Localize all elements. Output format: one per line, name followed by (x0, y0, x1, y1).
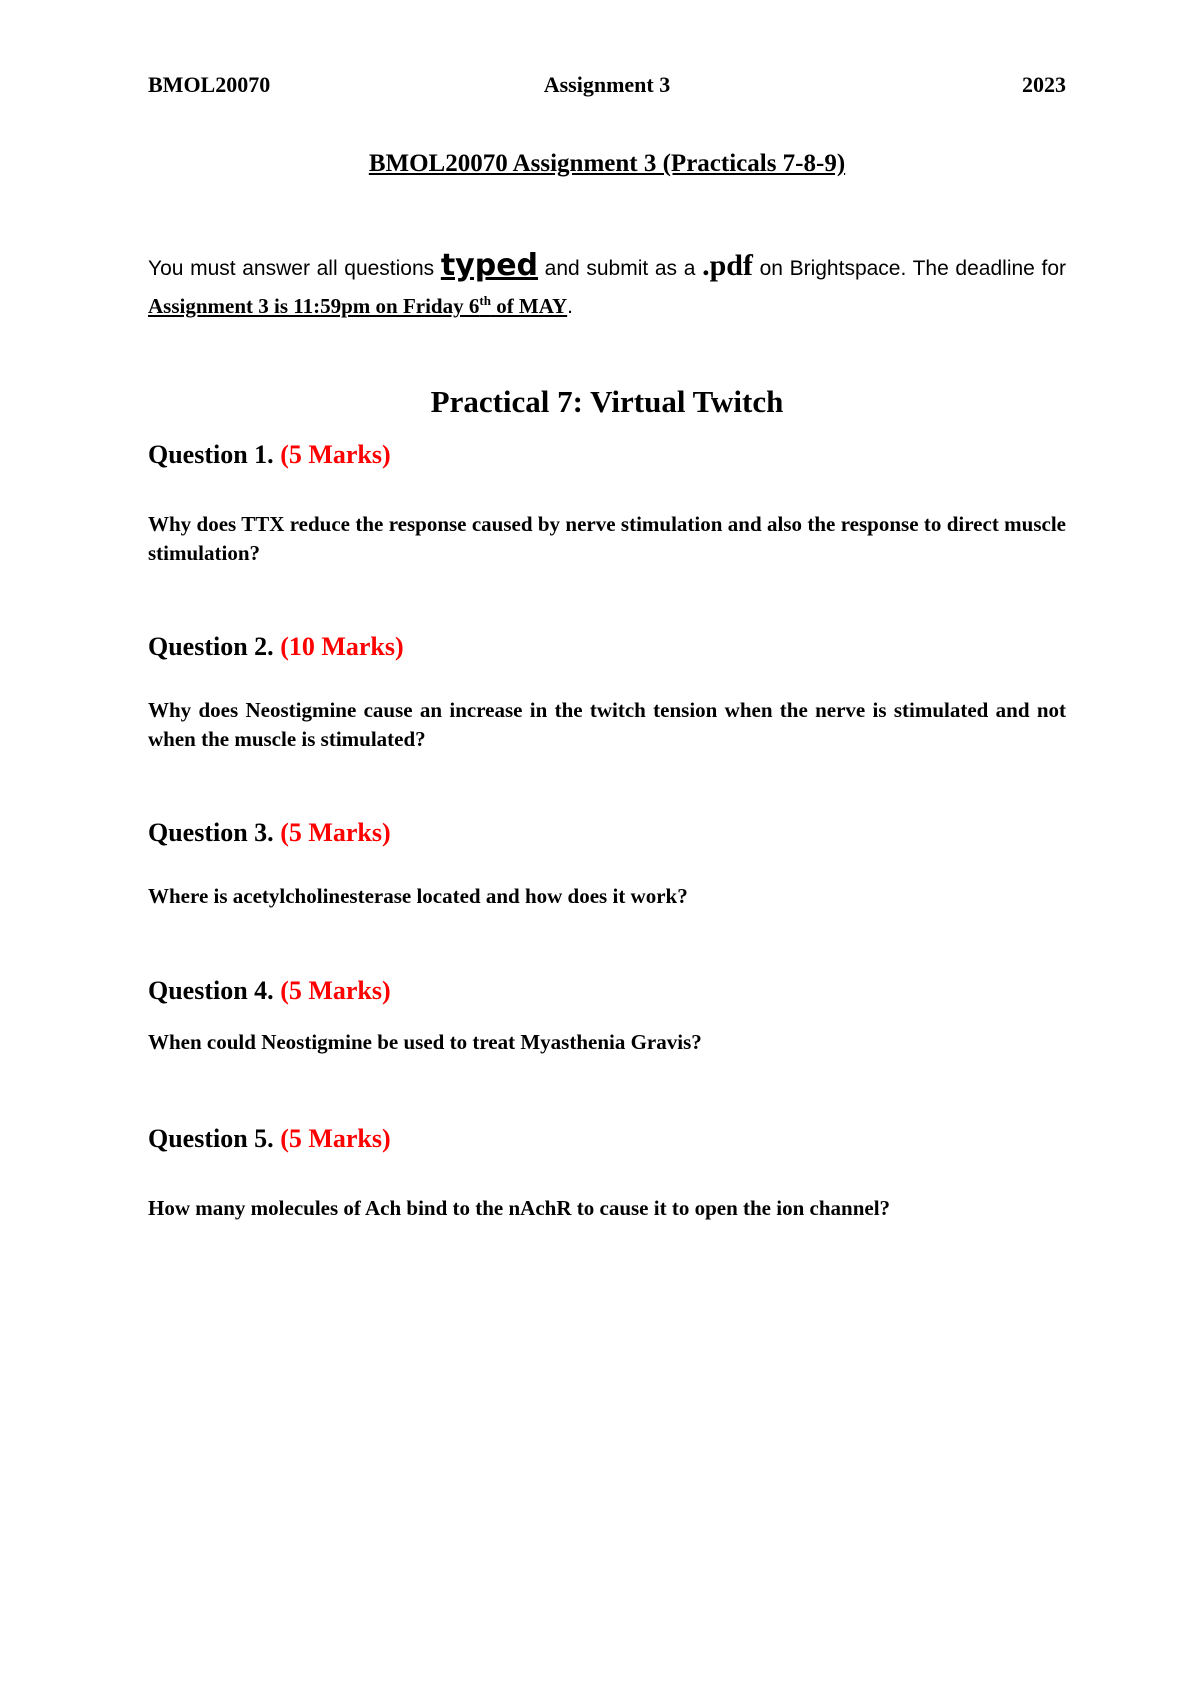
page-header (148, 72, 1066, 102)
question-5-marks: (5 Marks) (280, 1124, 391, 1153)
intro-paragraph (148, 250, 1066, 323)
question-5-text: How many molecules of Ach bind to the nAchR to cause it to open the ion channel? (148, 1196, 891, 1220)
question-5-label: Question 5. (148, 1124, 281, 1153)
header-assignment: Assignment 3 (543, 72, 671, 97)
question-4-heading (148, 976, 391, 1006)
question-3-heading (148, 818, 391, 848)
intro-text-2: and submit as a (538, 257, 703, 280)
question-1-text: Why does TTX reduce the response caused by nerve stimulation and also the response to direct muscle stimulation? (148, 512, 1066, 565)
question-4-text: When could Neostigmine be used to treat Myasthenia Gravis? (148, 1030, 702, 1054)
question-3-label: Question 3. (148, 818, 281, 847)
deadline-part-b: of MAY (490, 294, 568, 318)
intro-text-3: on Brightspace. The deadline for (752, 257, 1067, 280)
question-4-label: Question 4. (148, 976, 281, 1005)
question-2-heading (148, 632, 404, 662)
question-4-marks: (5 Marks) (280, 976, 391, 1005)
deadline-part-a: Assignment 3 is 11:59pm on Friday 6 (148, 294, 480, 318)
question-1-heading (148, 440, 391, 470)
intro-pdf: .pdf (702, 249, 753, 282)
question-1-label: Question 1. (148, 440, 281, 469)
question-2-text: Why does Neostigmine cause an increase in the twitch tension when the nerve is stimulated and not when the muscle is stimulated? (148, 698, 1066, 751)
header-course-code: BMOL20070 (148, 72, 271, 97)
question-2-label: Question 2. (148, 632, 281, 661)
question-2-marks: (10 Marks) (280, 632, 404, 661)
section-title: Practical 7: Virtual Twitch (430, 384, 784, 419)
deadline-superscript: th (479, 293, 491, 308)
question-3-marks: (5 Marks) (280, 818, 391, 847)
document-title: BMOL20070 Assignment 3 (Practicals 7-8-9) (368, 150, 846, 177)
question-3-text: Where is acetylcholinesterase located and how does it work? (148, 884, 688, 908)
intro-text-1: You must answer all questions (148, 257, 441, 280)
deadline-text (148, 294, 567, 318)
header-year: 2023 (1022, 72, 1066, 97)
intro-end: . (567, 295, 573, 318)
question-5-heading (148, 1124, 391, 1154)
intro-typed: typed (440, 248, 539, 283)
question-1-marks: (5 Marks) (280, 440, 391, 469)
